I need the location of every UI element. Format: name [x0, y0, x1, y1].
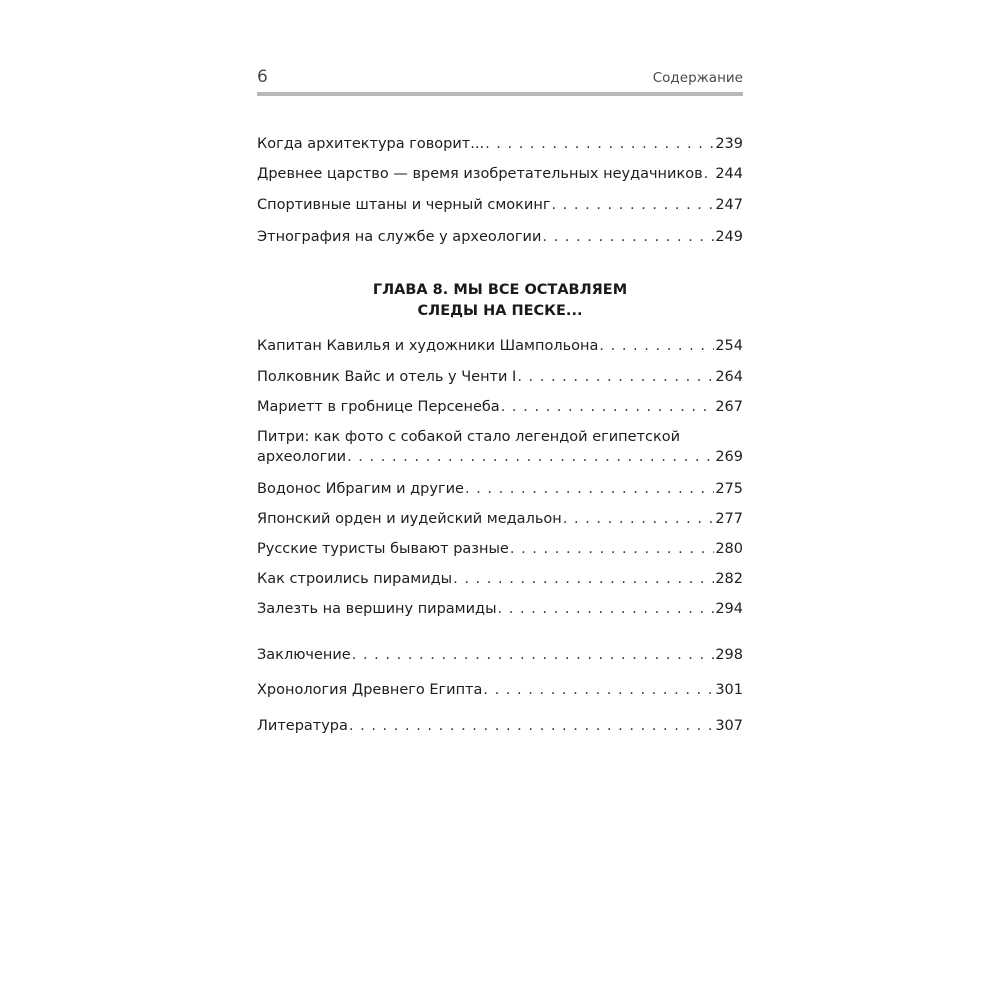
- dot-leader: [483, 680, 714, 700]
- toc-entry: [257, 599, 743, 619]
- toc-entry: [257, 645, 743, 665]
- dot-leader: [517, 367, 714, 387]
- dot-leader: [465, 479, 714, 499]
- toc-entry-title: Этнография на службе у археологии: [257, 229, 542, 245]
- toc-entry-page: 280: [715, 541, 743, 557]
- chapter-heading-line1: ГЛАВА 8. МЫ ВСЕ ОСТАВЛЯЕМ: [372, 282, 628, 298]
- chapter-heading-line2: СЛЕДЫ НА ПЕСКЕ...: [417, 303, 583, 319]
- toc-entry-title: Древнее царство — время изобретательных неудачников: [257, 166, 703, 182]
- toc-entry-page: 247: [715, 197, 743, 213]
- toc-entry: [257, 539, 743, 559]
- toc-entry-page: 277: [715, 511, 743, 527]
- toc-entry-title: Заключение: [257, 647, 351, 663]
- dot-leader: [551, 195, 714, 215]
- page-number: 6: [257, 67, 268, 87]
- dot-leader: [542, 227, 714, 247]
- toc-entry: [257, 134, 743, 154]
- toc-entry-page: 267: [715, 399, 743, 415]
- toc-entry-page: 275: [715, 481, 743, 497]
- toc-entry: [257, 716, 743, 736]
- toc-entry: [257, 367, 743, 387]
- dot-leader: [349, 716, 714, 736]
- toc-entry-page: 249: [715, 229, 743, 245]
- toc-entry-title-line1: Питри: как фото с собакой стало легендой египетской: [257, 429, 681, 445]
- dot-leader: [347, 447, 714, 467]
- toc-entry-title: Как строились пирамиды: [257, 571, 453, 587]
- toc-entry-title: Капитан Кавилья и художники Шампольона: [257, 338, 599, 354]
- toc-entry-title: Хронология Древнего Египта: [257, 682, 483, 698]
- dot-leader: [501, 397, 715, 417]
- toc-entry-title: Японский орден и иудейский медальон: [257, 511, 562, 527]
- toc-entry: [257, 427, 743, 467]
- toc-entry-page: 239: [715, 136, 743, 152]
- dot-leader: [510, 539, 714, 559]
- dot-leader: [704, 164, 715, 184]
- toc-entry: [257, 195, 743, 215]
- toc-entry: [257, 227, 743, 247]
- toc-entry: [257, 509, 743, 529]
- running-title: Содержание: [652, 70, 743, 86]
- toc-entry-page: 298: [715, 647, 743, 663]
- toc-entry: [257, 569, 743, 589]
- chapter-heading: [257, 280, 743, 322]
- toc-entry-title: Залезть на вершину пирамиды: [257, 601, 497, 617]
- toc-entry-page: 254: [715, 338, 743, 354]
- toc-entry-page: 294: [715, 601, 743, 617]
- toc-entry-page: 301: [715, 682, 743, 698]
- toc-entry-title: Мариетт в гробнице Персенеба: [257, 399, 500, 415]
- toc-entry: [257, 336, 743, 356]
- dot-leader: [352, 645, 715, 665]
- toc-entry: [257, 164, 743, 184]
- toc-entry-title: Спортивные штаны и черный смокинг: [257, 197, 551, 213]
- dot-leader: [599, 336, 714, 356]
- toc-entry-page: 307: [715, 718, 743, 734]
- toc-entry-page: 282: [715, 571, 743, 587]
- toc-entry: [257, 680, 743, 700]
- toc-entry-page: 264: [715, 369, 743, 385]
- dot-leader: [563, 509, 715, 529]
- toc-entry-title: Русские туристы бывают разные: [257, 541, 509, 557]
- toc-entry: [257, 479, 743, 499]
- toc-entry-title: Когда архитектура говорит...: [257, 136, 485, 152]
- toc-entry-title: археологии: [257, 449, 347, 465]
- running-header: [257, 66, 743, 90]
- dot-leader: [485, 134, 714, 154]
- toc-entry: [257, 397, 743, 417]
- header-rule: [257, 92, 743, 96]
- toc-entry-page: 269: [715, 449, 743, 465]
- toc-entry-title: Полковник Вайс и отель у Ченти I: [257, 369, 517, 385]
- dot-leader: [498, 599, 715, 619]
- dot-leader: [453, 569, 714, 589]
- toc-entry-title: Литература: [257, 718, 348, 734]
- toc-entry-page: 244: [715, 166, 743, 182]
- toc-entry-title: Водонос Ибрагим и другие: [257, 481, 464, 497]
